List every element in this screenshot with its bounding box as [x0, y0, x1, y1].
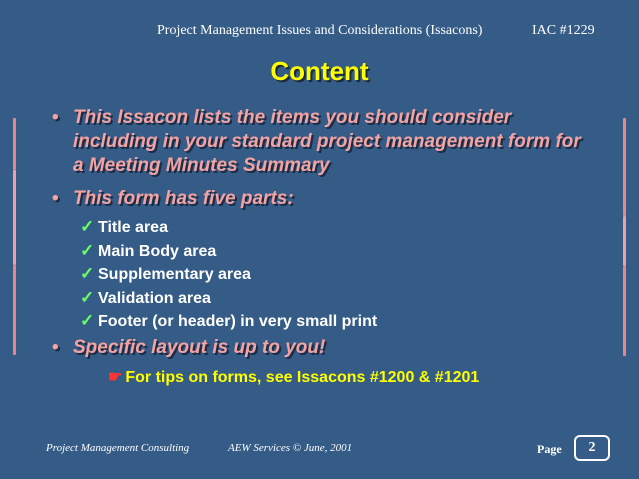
checkmark-icon: ✓ — [80, 287, 95, 307]
right-accent-bar-middle — [623, 216, 626, 266]
checkmark-icon: ✓ — [80, 217, 95, 236]
pointing-hand-icon: ☛ — [108, 369, 123, 386]
bullet-item — [52, 106, 593, 178]
bullet-text: This Issacon lists the items you should consider including in your standard project management form for a Meeting Minutes Summary — [73, 107, 581, 176]
checkmark-icon: ✓ — [80, 264, 95, 283]
bullet-item — [52, 336, 593, 360]
bullet-dot-icon: • — [52, 107, 59, 128]
form-parts-list — [80, 215, 377, 333]
tip-note — [108, 367, 479, 387]
form-part-item — [80, 239, 377, 263]
form-part-item — [80, 286, 377, 310]
left-accent-bar-middle — [13, 170, 16, 265]
bullet-dot-icon: • — [52, 188, 59, 209]
footer-company: Project Management Consulting — [46, 442, 190, 454]
form-part-item — [80, 215, 377, 239]
form-part-label: Footer (or header) in very small print — [98, 313, 378, 330]
bullet-text: Specific layout is up to you! — [73, 337, 326, 358]
form-part-item — [80, 309, 377, 333]
checkmark-icon: ✓ — [80, 311, 95, 330]
bullet-item — [52, 187, 593, 211]
footer-copyright: AEW Services © June, 2001 — [228, 442, 353, 454]
left-accent-bar-top — [13, 118, 16, 170]
checkmark-icon: ✓ — [80, 240, 95, 260]
right-accent-bar-bottom — [623, 266, 626, 356]
header-title: Project Management Issues and Considerations (Issacons) — [157, 23, 483, 38]
footer-page-label: Page — [537, 442, 562, 456]
form-part-item — [80, 262, 377, 286]
form-part-label: Validation area — [98, 289, 211, 307]
bullet-text: This form has five parts: — [73, 188, 294, 209]
tip-text: For tips on forms, see Issacons #1200 & #1201 — [125, 369, 480, 386]
bullet-dot-icon: • — [52, 337, 59, 358]
form-part-label: Supplementary area — [98, 266, 251, 283]
form-part-label: Title area — [98, 219, 168, 236]
slide-title: Content — [270, 56, 369, 86]
form-part-label: Main Body area — [98, 242, 217, 260]
right-accent-bar-top — [623, 118, 626, 216]
page-number-box: 2 — [574, 435, 610, 461]
left-accent-bar-bottom — [13, 265, 16, 355]
header-document-id: IAC #1229 — [532, 23, 595, 38]
